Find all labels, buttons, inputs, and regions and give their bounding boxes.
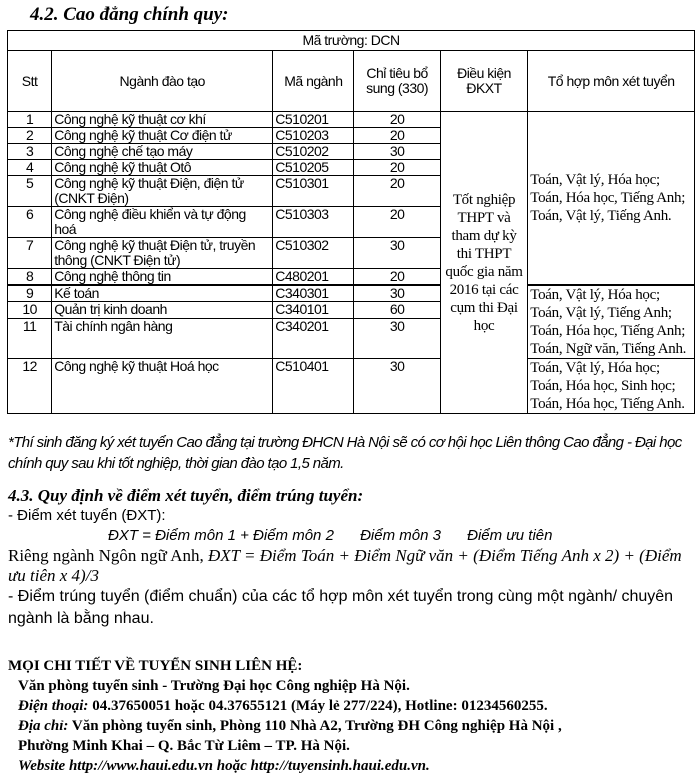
row-code: C510202	[273, 144, 354, 160]
combo-text: Toán, Vật lý, Hóa học; Toán, Hóa học, Tiếng Anh; Toán, Vật lý, Tiếng Anh.	[530, 172, 686, 224]
row-code: C510401	[273, 359, 354, 414]
row-code: C510301	[273, 176, 354, 207]
table-row	[8, 359, 695, 414]
contact-title: MỌI CHI TIẾT VỀ TUYỂN SINH LIÊN HỆ:	[8, 658, 303, 674]
row-major: Công nghệ kỹ thuật cơ khí	[52, 112, 273, 128]
row-code: C510203	[273, 128, 354, 144]
combo-text: Toán, Vật lý, Hóa học; Toán, Vật lý, Tiếng Anh; Toán, Hóa học, Tiếng Anh; Toán, Ngữ văn, Tiếng Anh.	[530, 287, 687, 357]
row-stt: 7	[8, 238, 52, 269]
phone-number: 04.37650051 hoặc 04.37655121 (Máy lẻ 277/224), Hotline: 01234560255.	[92, 698, 548, 714]
row-code: C510201	[273, 112, 354, 128]
row-major: Công nghệ kỹ thuật Điện, điện tử (CNKT Điện)	[52, 176, 273, 207]
row-quota: 30	[354, 285, 440, 302]
row-stt: 3	[8, 144, 52, 160]
address-label: Địa chỉ:	[18, 718, 69, 734]
row-quota: 30	[354, 359, 440, 414]
row-code: C510205	[273, 160, 354, 176]
header-combo: Tổ hợp môn xét tuyển	[528, 51, 695, 112]
row-quota: 20	[354, 112, 440, 128]
row-stt: 11	[8, 318, 52, 358]
row-stt: 12	[8, 359, 52, 414]
row-major: Tài chính ngân hàng	[52, 318, 273, 358]
scoring-title: 4.3. Quy định về điểm xét tuyển, điểm trúng tuyển:	[8, 486, 364, 505]
header-quota: Chỉ tiêu bổ sung (330)	[354, 51, 440, 112]
scoring-section	[8, 486, 694, 630]
row-stt: 8	[8, 269, 52, 286]
row-stt: 4	[8, 160, 52, 176]
row-major: Công nghệ kỹ thuật Cơ điện tử	[52, 128, 273, 144]
condition-text: Tốt nghiệp THPT và tham dự kỳ thi THPT quốc gia năm 2016 tại các cụm thi Đại học	[445, 191, 523, 334]
admission-condition	[440, 112, 528, 414]
equal-score-text: - Điểm trúng tuyển (điểm chuẩn) của các tổ hợp môn xét tuyển trong cùng một ngành/ chuyên ngành là bằng nhau.	[8, 588, 674, 627]
row-quota: 20	[354, 128, 440, 144]
row-major: Quản trị kinh doanh	[52, 302, 273, 318]
row-quota: 30	[354, 238, 440, 269]
phone-label: Điện thoại:	[18, 698, 89, 714]
row-quota: 20	[354, 176, 440, 207]
row-quota: 20	[354, 207, 440, 238]
dxt-label: - Điểm xét tuyển (ĐXT):	[8, 507, 166, 524]
header-stt: Stt	[8, 51, 52, 112]
combo-group-3	[528, 359, 695, 414]
row-stt: 2	[8, 128, 52, 144]
website-link[interactable]: Website http://www.haui.edu.vn hoặc http://tuyensinh.haui.edu.vn.	[18, 758, 430, 774]
row-code: C510303	[273, 207, 354, 238]
section-title: 4.2. Cao đẳng chính quy:	[30, 4, 229, 25]
row-quota: 60	[354, 302, 440, 318]
admissions-table	[7, 30, 695, 414]
school-code: Mã trường: DCN	[8, 31, 695, 51]
row-major: Công nghệ chế tạo máy	[52, 144, 273, 160]
contact-address-line-2: Phường Minh Khai – Q. Bắc Từ Liêm – TP. Hà Nội.	[18, 738, 350, 754]
header-condition: Điều kiện ĐKXT	[440, 51, 528, 112]
row-stt: 10	[8, 302, 52, 318]
row-quota: 30	[354, 318, 440, 358]
row-stt: 9	[8, 285, 52, 302]
row-code: C480201	[273, 269, 354, 286]
row-major: Công nghệ kỹ thuật Hoá học	[52, 359, 273, 414]
header-code: Mã ngành	[273, 51, 354, 112]
row-code: C340101	[273, 302, 354, 318]
english-formula: ĐXT = Điểm Toán + Điểm Ngữ văn + (Điểm Tiếng Anh x 2) + (Điểm ưu tiên x 4)/3	[8, 546, 682, 585]
english-formula-line	[8, 546, 694, 586]
combo-group-2	[528, 285, 695, 359]
row-quota: 30	[354, 144, 440, 160]
row-major: Công nghệ điều khiển và tự động hoá	[52, 207, 273, 238]
row-code: C510302	[273, 238, 354, 269]
formula-part: Điểm ưu tiên	[467, 527, 553, 544]
table-row	[8, 285, 695, 302]
contact-phone-line	[8, 696, 694, 716]
row-stt: 1	[8, 112, 52, 128]
row-major: Công nghệ kỹ thuật Điện tử, truyền thông (CNKT Điện tử)	[52, 238, 273, 269]
row-quota: 20	[354, 269, 440, 286]
combo-text: Toán, Vật lý, Hóa học; Toán, Hóa học, Sinh học; Toán, Hóa học, Tiếng Anh.	[530, 360, 685, 412]
address-text: Văn phòng tuyển sinh, Phòng 110 Nhà A2, Trường ĐH Công nghiệp Hà Nội ,	[71, 718, 562, 734]
row-major: Công nghệ thông tin	[52, 269, 273, 286]
contact-section	[8, 656, 694, 776]
row-major: Kế toán	[52, 285, 273, 302]
combo-group-1	[528, 112, 695, 286]
header-major: Ngành đào tạo	[52, 51, 273, 112]
row-major: Công nghệ kỹ thuật Otô	[52, 160, 273, 176]
row-stt: 6	[8, 207, 52, 238]
english-prefix: Riêng ngành Ngôn ngữ Anh,	[8, 546, 204, 565]
row-code: C340201	[273, 318, 354, 358]
contact-address-line	[8, 716, 694, 736]
formula-part: Điểm môn 3	[360, 527, 441, 544]
row-quota: 20	[354, 160, 440, 176]
dxt-formula	[8, 526, 694, 546]
contact-office: Văn phòng tuyển sinh - Trường Đại học Công nghiệp Hà Nội.	[18, 678, 410, 694]
row-stt: 5	[8, 176, 52, 207]
formula-part: ĐXT = Điểm môn 1 + Điểm môn 2	[108, 527, 334, 544]
row-code: C340301	[273, 285, 354, 302]
table-footnote: *Thí sinh đăng ký xét tuyển Cao đẳng tại trường ĐHCN Hà Nội sẽ có cơ hội học Liên thông Cao đẳng - Đại học chính quy sau khi tốt nghiệp, thời gian đào tạo 1,5 năm.	[8, 434, 682, 472]
table-row	[8, 112, 695, 128]
